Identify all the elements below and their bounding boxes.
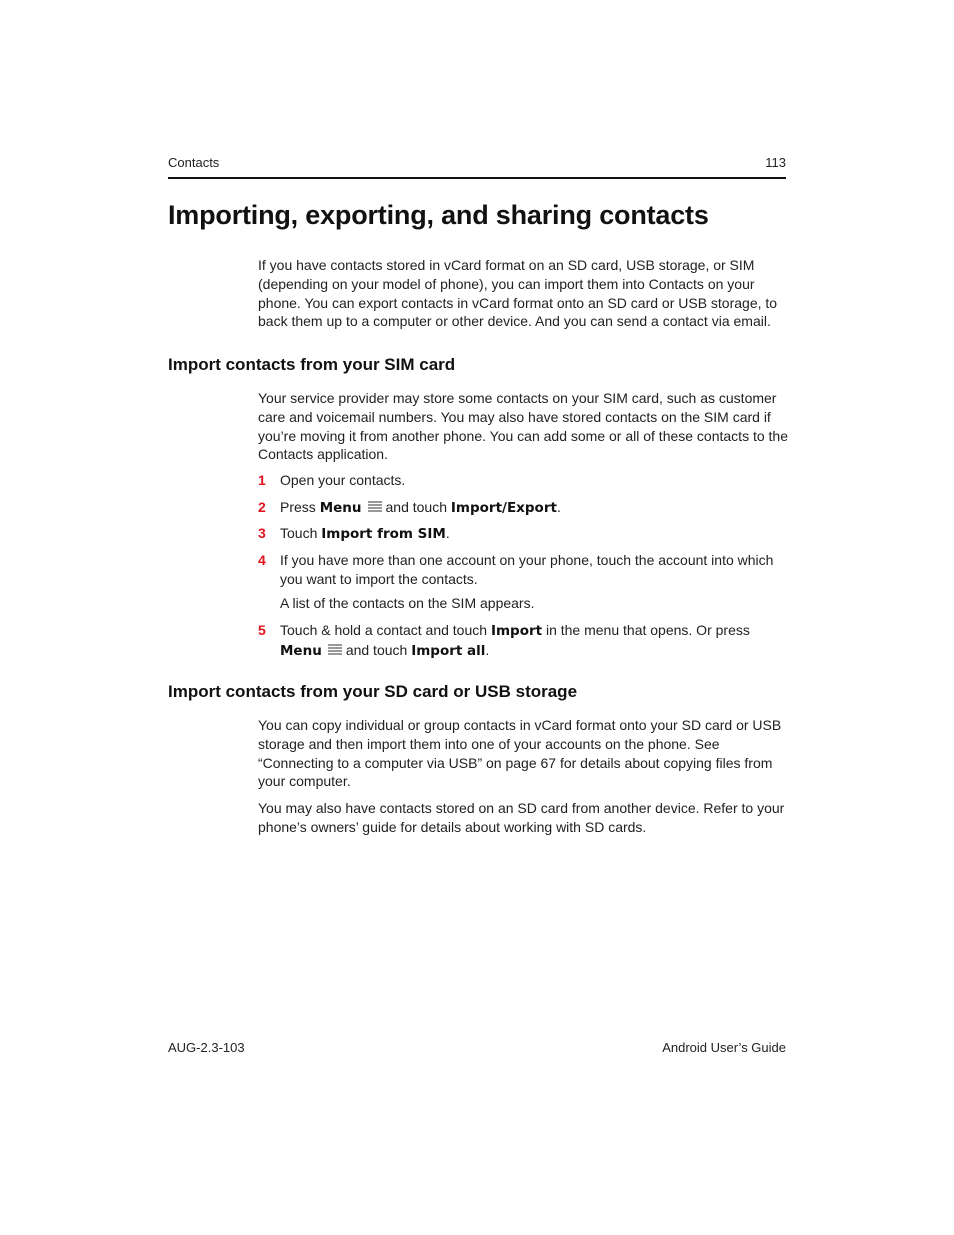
step-text [280, 498, 788, 518]
step-text-part: in the menu that opens. Or press [545, 622, 750, 638]
sim-section-heading: Import contacts from your SIM card [168, 355, 456, 374]
step-4 [258, 551, 788, 589]
menu-label: Menu [280, 642, 322, 659]
sd-section-heading: Import contacts from your SD card or USB storage [168, 682, 578, 701]
header-page-number: 113 [765, 155, 786, 170]
step-2 [258, 498, 788, 518]
import-label: Import [490, 623, 543, 639]
step-text-part: . [556, 499, 561, 515]
step-text-part: . [445, 525, 450, 541]
step-3 [258, 524, 788, 544]
step-number: 1 [258, 472, 266, 488]
step-4-note: A list of the contacts on the SIM appears. [280, 595, 535, 611]
step-text-part: . [485, 641, 490, 658]
step-1 [258, 471, 788, 490]
sd-paragraph-1: You can copy individual or group contacts in vCard format onto your SD card or USB storage and then import them into one of your accounts on the phone. See “Connecting to a computer via USB” on page 67 for details about copying files from your computer. [258, 717, 782, 790]
menu-icon [328, 644, 342, 656]
page-title: Importing, exporting, and sharing contacts [168, 200, 709, 230]
menu-icon [368, 501, 382, 513]
step-text-part: Touch [280, 525, 318, 541]
step-number: 4 [258, 552, 266, 568]
footer-doc-id: AUG-2.3-103 [168, 1040, 245, 1055]
header-section: Contacts [168, 155, 220, 170]
import-all-label: Import all [411, 642, 486, 659]
running-header [168, 155, 786, 179]
step-text [280, 524, 788, 544]
step-number: 3 [258, 525, 266, 541]
sd-paragraph-2: You may also have contacts stored on an SD card from another device. Refer to your phone’s owners’ guide for details about working with SD cards. [258, 800, 785, 835]
step-text: Open your contacts. [280, 472, 406, 488]
step-text-part: Touch & hold a contact and touch [280, 622, 488, 638]
step-5 [258, 621, 788, 661]
running-footer [168, 1040, 786, 1060]
step-text-part: Press [280, 499, 316, 515]
menu-label: Menu [319, 500, 362, 516]
step-text-part: and touch [385, 499, 447, 515]
step-number: 5 [258, 622, 266, 638]
footer-guide-title: Android User’s Guide [662, 1040, 786, 1055]
import-export-label: Import/Export [450, 500, 557, 516]
intro-paragraph: If you have contacts stored in vCard format on an SD card, USB storage, or SIM (depending on your model of phone), you can import them into Contacts on your phone. You can export contacts in vCard format onto an SD card or USB storage, to back them up to a computer or other device. And you can send a contact via email. [258, 257, 778, 330]
import-from-sim-label: Import from SIM [321, 526, 446, 542]
step-text-part: and touch [345, 641, 408, 658]
step-text: If you have more than one account on your phone, touch the account into which you want to import the contacts. [280, 552, 774, 587]
step-number: 2 [258, 499, 266, 515]
sim-paragraph: Your service provider may store some contacts on your SIM card, such as customer care and voicemail numbers. You may also have stored contacts on the SIM card if you’re moving it from another phone. You can add some or all of these contacts to the Contacts application. [258, 390, 788, 463]
step-text [280, 621, 788, 661]
